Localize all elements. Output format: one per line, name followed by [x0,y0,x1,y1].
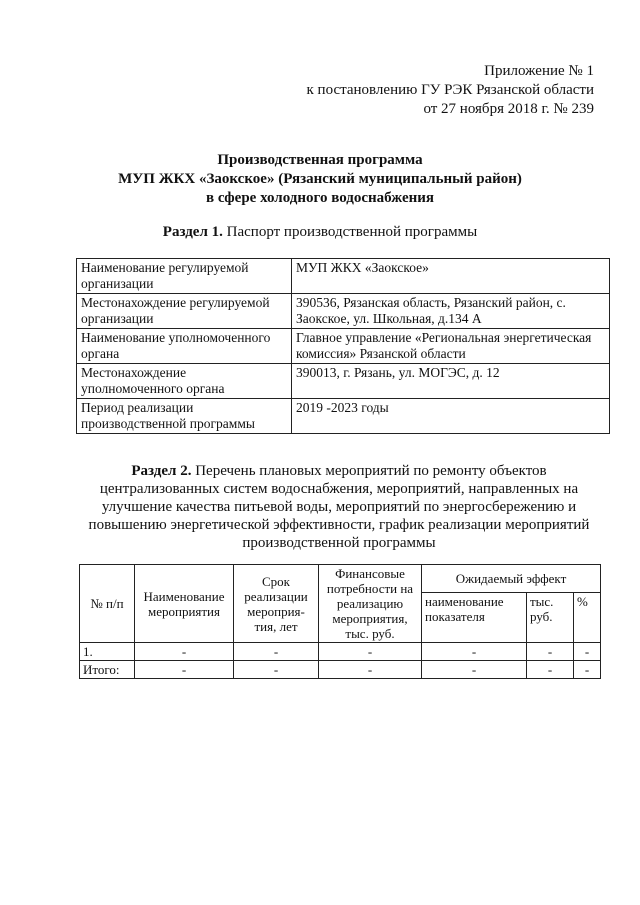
appendix-line-1: Приложение № 1 [484,63,594,79]
passport-cell-name: Местонахождение регулируемой организации [77,294,292,329]
passport-cell-value: 390013, г. Рязань, ул. МОГЭС, д. 12 [292,364,610,399]
cell-finance: - [319,661,422,679]
table-row [80,661,601,679]
section1-title: Паспорт производственной программы [222,224,478,240]
events-table [79,564,601,679]
title-line-3: в сфере холодного водоснабжения [205,190,435,206]
cell-indicator: - [422,661,527,679]
appendix-line-2: к постановлению ГУ РЭК Рязанской области [306,82,594,98]
cell-num: 1. [80,643,135,661]
table-row [80,643,601,661]
passport-cell-name: Период реализации производственной программы [77,399,292,434]
cell-rub: - [527,643,574,661]
header-row [80,565,601,593]
cell-percent: - [574,661,601,679]
table-row [77,259,610,294]
header-percent: % [574,592,601,642]
cell-num: Итого: [80,661,135,679]
header-indicator: наименование показателя [422,592,527,642]
appendix-line-3: от 27 ноября 2018 г. № 239 [423,101,594,117]
cell-term: - [234,661,319,679]
cell-indicator: - [422,643,527,661]
passport-cell-value: МУП ЖКХ «Заокское» [292,259,610,294]
title-line-2: МУП ЖКХ «Заокское» (Рязанский муниципальный район) [118,171,522,187]
section2-heading [84,462,594,552]
document-title [0,151,640,208]
section1-label: Раздел 1. [162,224,223,240]
header-effect: Ожидаемый эффект [422,565,601,593]
cell-term: - [234,643,319,661]
section1-heading [0,224,640,241]
table-row [77,329,610,364]
table-row [77,399,610,434]
passport-cell-value: 2019 -2023 годы [292,399,610,434]
passport-cell-value: 390536, Рязанская область, Рязанский район, с. Заокское, ул. Школьная, д.134 А [292,294,610,329]
header-name: Наименование мероприятия [135,565,234,643]
header-term: Срок реализации мероприя-тия, лет [234,565,319,643]
header-rub: тыс. руб. [527,592,574,642]
header-finance: Финансовые потребности на реализацию мероприятия, тыс. руб. [319,565,422,643]
appendix-block [307,62,594,119]
table-row [77,364,610,399]
title-line-1: Производственная программа [217,152,423,168]
table-row [77,294,610,329]
passport-cell-name: Местонахождение уполномоченного органа [77,364,292,399]
section2-title: Перечень плановых мероприятий по ремонту объектов централизованных систем водоснабжения, мероприятий, направленных на улучшение качества питьевой воды, мероприятий по энергосбережению и повышению энергетической эффективности, график реализации мероприятий производственной программы [88,463,590,551]
passport-cell-value: Главное управление «Региональная энергетическая комиссия» Рязанской области [292,329,610,364]
cell-rub: - [527,661,574,679]
cell-name: - [135,661,234,679]
cell-finance: - [319,643,422,661]
section2-label: Раздел 2. [131,463,192,479]
passport-cell-name: Наименование регулируемой организации [77,259,292,294]
cell-percent: - [574,643,601,661]
header-num: № п/п [80,565,135,643]
cell-name: - [135,643,234,661]
passport-table [76,258,610,434]
passport-cell-name: Наименование уполномоченного органа [77,329,292,364]
